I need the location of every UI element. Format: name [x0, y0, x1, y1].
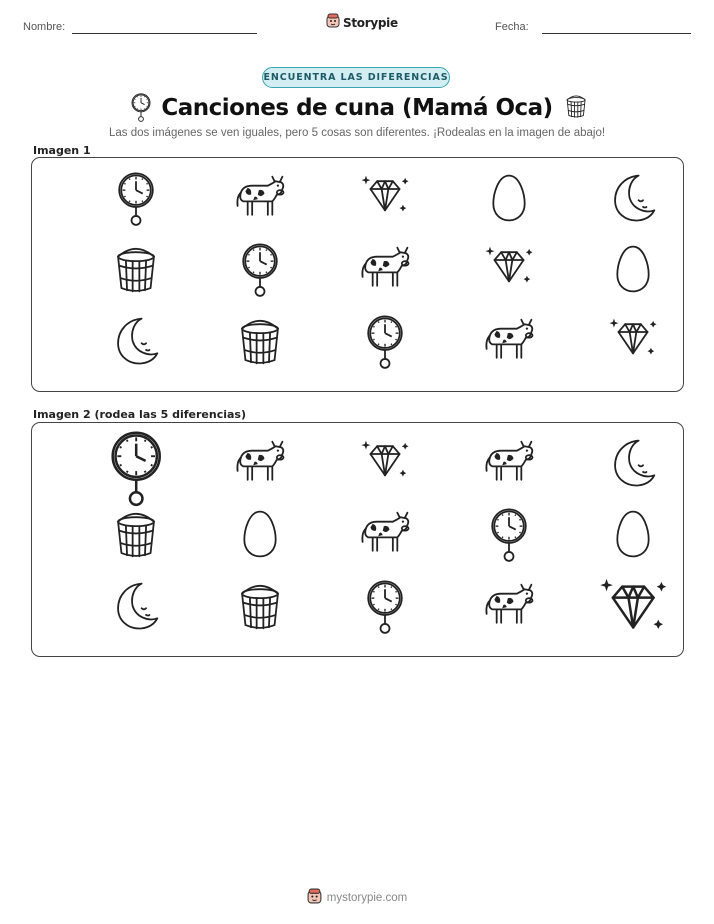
image1-label: Imagen 1 [33, 144, 91, 157]
date-field[interactable] [542, 33, 691, 34]
bucket-icon [108, 241, 164, 297]
moon-icon[interactable] [108, 578, 164, 634]
diamond-icon [605, 313, 661, 369]
brand-logo [326, 13, 398, 32]
egg-icon[interactable] [605, 506, 661, 562]
clock-icon [126, 92, 150, 126]
name-label: Nombre: [23, 21, 66, 33]
date-label: Fecha: [495, 21, 529, 33]
moon-icon [605, 170, 661, 226]
cow-icon [232, 170, 288, 226]
footer-url[interactable]: mystorypie.com [326, 892, 408, 904]
diamond-icon[interactable] [594, 571, 672, 649]
egg-icon[interactable] [232, 506, 288, 562]
clock-icon [232, 241, 288, 297]
name-field[interactable] [72, 33, 257, 34]
moon-icon[interactable] [605, 435, 661, 491]
image2-label: Imagen 2 (rodea las 5 diferencias) [33, 408, 247, 421]
storypie-mascot-icon [326, 13, 340, 32]
storypie-mascot-icon [307, 888, 322, 908]
moon-icon [108, 313, 164, 369]
clock-icon[interactable] [481, 506, 537, 562]
cow-icon[interactable] [232, 435, 288, 491]
egg-icon [481, 170, 537, 226]
footer [0, 888, 714, 908]
clock-icon[interactable] [97, 428, 175, 506]
bucket-icon [562, 92, 588, 124]
bucket-icon [232, 313, 288, 369]
image1-panel [31, 157, 684, 392]
cow-icon[interactable] [481, 435, 537, 491]
clock-icon [357, 313, 413, 369]
bucket-icon[interactable] [232, 578, 288, 634]
image2-panel[interactable] [31, 422, 684, 657]
page-title: Canciones de cuna (Mamá Oca) [161, 95, 553, 121]
cow-icon [481, 313, 537, 369]
activity-badge: ENCUENTRA LAS DIFERENCIAS [262, 67, 450, 88]
egg-icon [605, 241, 661, 297]
instructions: Las dos imágenes se ven iguales, pero 5 cosas son diferentes. ¡Rodealas en la imagen de abajo! [108, 127, 606, 139]
brand-name: Storypie [343, 15, 398, 30]
clock-icon[interactable] [357, 578, 413, 634]
clock-icon [108, 170, 164, 226]
cow-icon[interactable] [357, 506, 413, 562]
cow-icon[interactable] [481, 578, 537, 634]
cow-icon [357, 241, 413, 297]
diamond-icon [481, 241, 537, 297]
diamond-icon [357, 170, 413, 226]
bucket-icon[interactable] [108, 506, 164, 562]
diamond-icon[interactable] [357, 435, 413, 491]
